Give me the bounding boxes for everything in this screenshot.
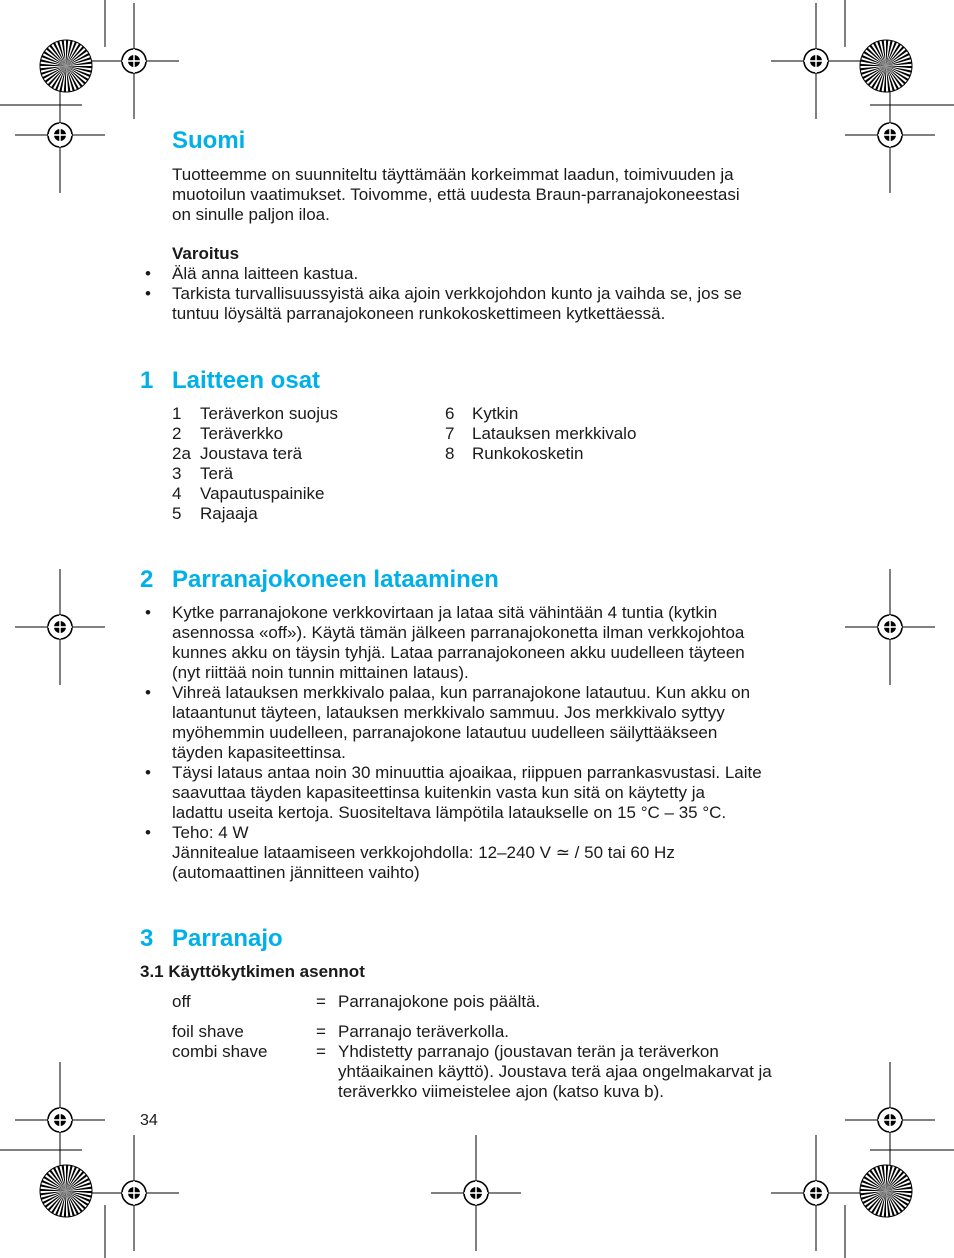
registration-mark: [771, 1135, 861, 1251]
starburst-target: [860, 1165, 912, 1217]
text-line: Tuotteemme on suunniteltu täyttämään korkeimmat laadun, toimivuuden ja: [172, 165, 734, 184]
text-line: asennossa «off»). Käytä tämän jälkeen parranajokonetta ilman verkkojohtoa: [172, 623, 745, 642]
bullet-dot: •: [145, 603, 151, 622]
section-number: 3: [140, 925, 154, 952]
text-line: muotoilun vaatimukset. Toivomme, että uudesta Braun-parranajokoneestasi: [172, 185, 740, 204]
starburst-target: [860, 40, 912, 92]
text-line: Yhdistetty parranajo (joustavan terän ja teräverkon: [338, 1042, 719, 1061]
starburst-target: [40, 1165, 92, 1217]
part-number: 4: [172, 484, 182, 503]
part-label: Terä: [200, 464, 234, 483]
text-line: Kytke parranajokone verkkovirtaan ja lataa sitä vähintään 4 tuntia (kytkin: [172, 603, 718, 622]
bullet-item: [172, 763, 812, 823]
bullet-dot: •: [145, 264, 151, 283]
part-label: Teräverkon suojus: [200, 404, 338, 423]
part-label: Latauksen merkkivalo: [472, 424, 637, 443]
registration-mark: [89, 3, 179, 119]
text-line: lataantunut täyteen, latauksen merkkivalo sammuu. Jos merkkivalo syttyy: [172, 703, 725, 722]
switch-description: [338, 1042, 818, 1102]
text-line: Parranajo teräverkolla.: [338, 1022, 510, 1041]
text-line: saavuttaa täyden kapasiteettinsa kuitenkin vasta kun sitä on käytetty ja: [172, 783, 705, 802]
subsection-title: 3.1 Käyttökytkimen asennot: [140, 962, 365, 981]
part-label: Rajaaja: [200, 504, 258, 523]
part-number: 8: [445, 444, 455, 463]
part-number: 1: [172, 404, 182, 423]
part-label: Joustava terä: [200, 444, 303, 463]
switch-term: combi shave: [172, 1042, 268, 1061]
registration-mark: [15, 1062, 105, 1178]
bullet-item: [172, 683, 812, 763]
text-line: Teho: 4 W: [172, 823, 249, 842]
section-title: Laitteen osat: [172, 367, 321, 394]
text-line: myöhemmin uudelleen, parranajokone latautuu uudelleen säilyttääkseen: [172, 723, 718, 742]
registration-mark: [15, 77, 105, 193]
starburst-target: [40, 40, 92, 92]
part-number: 6: [445, 404, 455, 423]
text-line: ladattu useita kertoja. Suositeltava lämpötila lataukselle on 15 °C – 35 °C.: [172, 803, 727, 822]
equals-sign: =: [316, 1022, 326, 1041]
text-line: teräverkko viimeistelee ajon (katso kuva b).: [338, 1082, 664, 1101]
section-title: Parranajokoneen lataaminen: [172, 566, 499, 593]
text-line: yhtäaikainen käyttö). Joustava terä ajaa ongelmakarvat ja: [338, 1062, 772, 1081]
bullet-dot: •: [145, 823, 151, 842]
part-label: Kytkin: [472, 404, 519, 423]
part-number: 2: [172, 424, 182, 443]
text-line: Vihreä latauksen merkkivalo palaa, kun parranajokone latautuu. Kun akku on: [172, 683, 751, 702]
text-line: (nyt riittää noin tunnin mittainen lataus).: [172, 663, 469, 682]
part-label: Teräverkko: [200, 424, 284, 443]
section-number: 1: [140, 367, 154, 394]
text-line: kunnes akku on täysin tyhjä. Lataa parranajokoneen akku uudelleen täyteen: [172, 643, 745, 662]
part-number: 5: [172, 504, 182, 523]
registration-mark: [845, 77, 935, 193]
warning-bullet: Älä anna laitteen kastua.: [172, 264, 359, 283]
equals-sign: =: [316, 1042, 326, 1061]
intro-title: Suomi: [172, 127, 246, 154]
page-number: 34: [140, 1112, 158, 1129]
part-number: 2a: [172, 444, 191, 463]
part-number: 3: [172, 464, 182, 483]
bullet-item: [172, 603, 812, 683]
bullet-dot: •: [145, 683, 151, 702]
intro-paragraph: [172, 165, 812, 225]
section-number: 2: [140, 566, 154, 593]
text-line: on sinulle paljon iloa.: [172, 205, 330, 224]
registration-mark: [845, 1062, 935, 1178]
part-number: 7: [445, 424, 455, 443]
registration-mark: [771, 3, 861, 119]
text-line: täyden kapasiteettinsa.: [172, 743, 346, 762]
switch-description: [338, 992, 818, 1012]
part-label: Runkokosketin: [472, 444, 584, 463]
switch-term: foil shave: [172, 1022, 244, 1041]
text-line: Parranajokone pois päältä.: [338, 992, 541, 1011]
registration-mark: [845, 569, 935, 685]
bullet-dot: •: [145, 763, 151, 782]
switch-term: off: [172, 992, 191, 1011]
text-line: Jännitealue lataamiseen verkkojohdolla: 12–240 V ≃ / 50 tai 60 Hz: [172, 843, 675, 862]
section-title: Parranajo: [172, 925, 283, 952]
switch-description: [338, 1022, 818, 1042]
registration-mark: [431, 1135, 521, 1251]
registration-mark: [89, 1135, 179, 1251]
warning-bullet: Tarkista turvallisuussyistä aika ajoin verkkojohdon kunto ja vaihda se, jos se tuntuu löysältä parranajokoneen runkokoskettimeen kytkettäessä.: [172, 284, 742, 323]
bullet-dot: •: [145, 284, 151, 303]
registration-mark: [15, 569, 105, 685]
bullet-item: [172, 823, 812, 883]
text-line: Täysi lataus antaa noin 30 minuuttia ajoaikaa, riippuen parrankasvustasi. Laite: [172, 763, 762, 782]
part-label: Vapautuspainike: [200, 484, 325, 503]
equals-sign: =: [316, 992, 326, 1011]
warning-title: Varoitus: [172, 244, 240, 263]
text-line: (automaattinen jännitteen vaihto): [172, 863, 420, 882]
